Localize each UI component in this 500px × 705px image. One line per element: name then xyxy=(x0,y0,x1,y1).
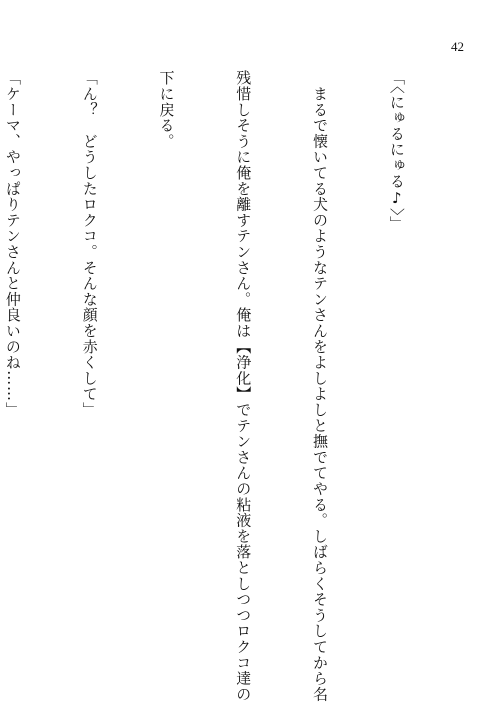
text-line: 「〈にゅるにゅる♪〉」 xyxy=(387,70,406,232)
page-number: 42 xyxy=(451,39,464,54)
text-line: まるで懐いてる犬のようなテンさんをよしよしと撫でてやる。しばらくそうしてから名 xyxy=(311,70,330,702)
text-line: 「ん？ どうしたロクコ。そんな顔を赤くして」 xyxy=(80,70,99,418)
text-line: 下に戻る。 xyxy=(157,70,176,149)
novel-text-block xyxy=(0,70,460,702)
text-line: 残惜しそうに俺を離すテンさん。俺は【浄化】でテンさんの粘液を落としつつロクコ達の xyxy=(234,70,253,702)
text-line: 「ケーマ、やっぱりテンさんと仲良いのね……」 xyxy=(3,70,22,418)
